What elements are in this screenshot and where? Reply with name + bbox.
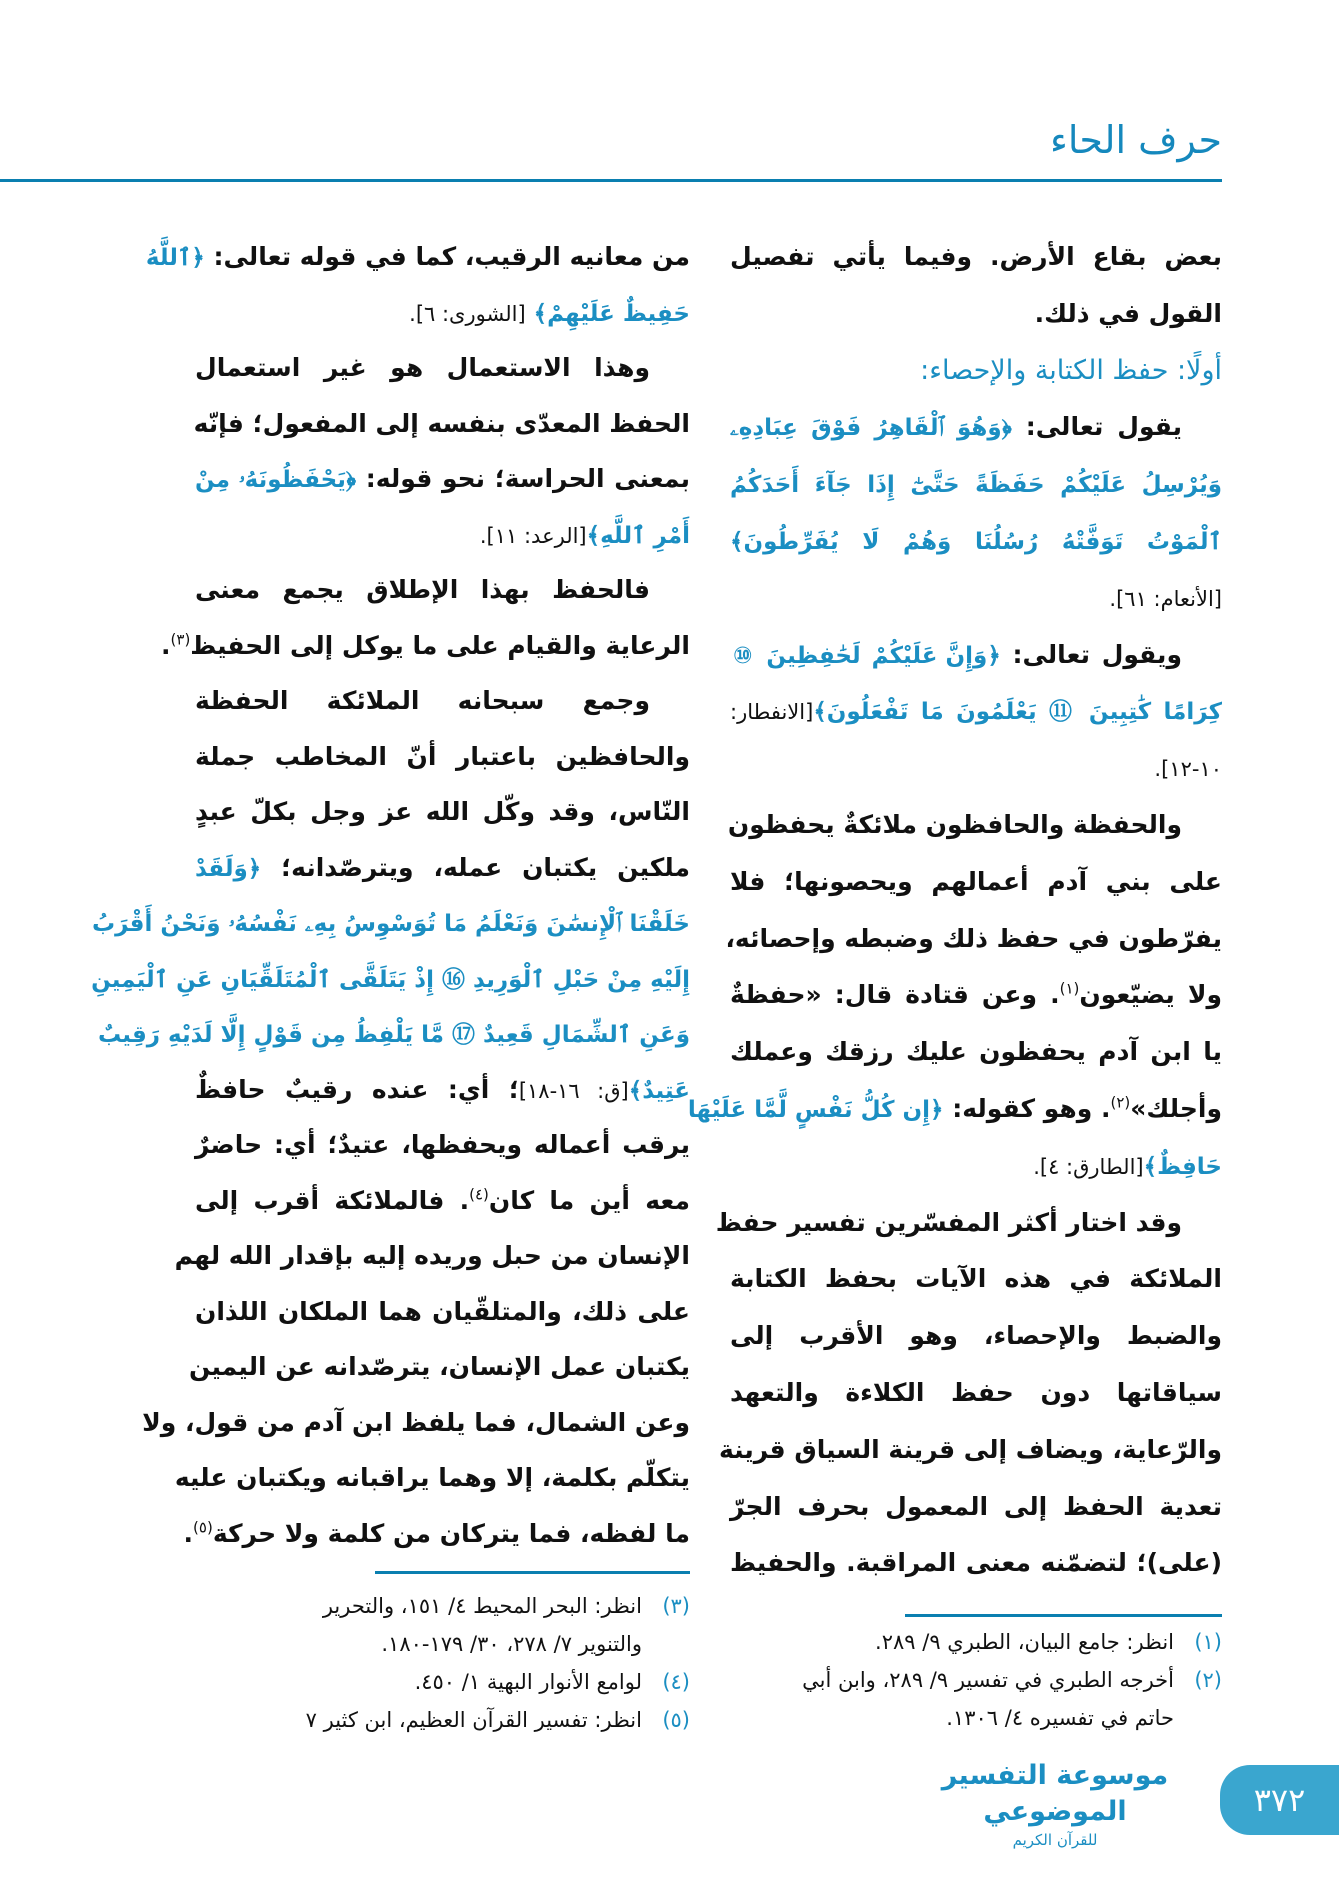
text-line xyxy=(730,740,1222,797)
body-text: والضبط والإحصاء، وهو الأقرب إلى xyxy=(730,1321,1222,1351)
footnote-text: انظر: البحر المحيط ٤/ ١٥١، والتحرير xyxy=(322,1594,642,1618)
footnote xyxy=(195,1663,690,1701)
footnote-number: (٢) xyxy=(1194,1668,1222,1692)
footnote xyxy=(195,1625,690,1663)
body-text: يكتبان عمل الإنسان، يترصّدانه عن اليمين xyxy=(188,1352,690,1381)
body-text: . فالملائكة أقرب إلى xyxy=(195,1185,470,1215)
text-line xyxy=(730,1251,1222,1308)
body-text: والحافظين باعتبار أنّ المخاطب جملة xyxy=(195,741,690,771)
text-line xyxy=(188,1339,690,1395)
quran-verse: وَعَنِ ٱلشِّمَالِ قَعِيدٌ ⑰ مَّا يَلْفِظُ مِن قَوْلٍ إِلَّا لَدَيْهِ رَقِيبٌ xyxy=(97,1022,690,1048)
body-text: . xyxy=(183,1518,194,1548)
text-line xyxy=(718,1422,1222,1479)
text-line xyxy=(730,1365,1222,1422)
text-line xyxy=(730,854,1222,911)
text-line xyxy=(97,1006,690,1062)
logo-title: موسوعة التفسير الموضوعي xyxy=(941,1760,1169,1827)
verse-reference: [الأنعام: ٦١]. xyxy=(1109,586,1222,611)
text-line xyxy=(195,729,690,785)
text-line xyxy=(730,967,1222,1024)
logo-subtitle: للقرآن الكريم xyxy=(1012,1831,1098,1849)
body-text: على ذلك، والمتلقّيان هما الملكان اللذان xyxy=(195,1296,690,1326)
text-line xyxy=(161,618,690,674)
text-line xyxy=(174,1228,690,1284)
body-text: . xyxy=(161,630,171,660)
text-line xyxy=(145,229,690,285)
text-line xyxy=(730,286,1222,343)
body-text: والرّعاية، ويضاف إلى قرينة السياق قرينة xyxy=(718,1434,1222,1464)
quran-verse: إِلَيْهِ مِنْ حَبْلِ ٱلْوَرِيدِ ⑯ إِذْ يَتَلَقَّى ٱلْمُتَلَقِّيَانِ عَنِ ٱلْيَمِينِ xyxy=(91,966,690,993)
footnote-marker[interactable]: (٢) xyxy=(1110,1093,1131,1112)
chapter-title: حرف الحاء xyxy=(1049,118,1222,162)
text-line xyxy=(195,507,690,563)
body-text: يا ابن آدم يحفظون عليك رزقك وعملك xyxy=(730,1037,1222,1067)
text-line xyxy=(730,229,1222,286)
verse-reference: [الرعد: ١١]. xyxy=(479,523,587,548)
body-text: (على)؛ لتضمّنه معنى المراقبة. والحفيظ xyxy=(730,1548,1222,1578)
text-line xyxy=(727,797,1222,854)
footnote xyxy=(730,1661,1222,1699)
quran-verse: أَمْرِ ٱللَّهِ﴾ xyxy=(586,522,690,549)
footnote-marker[interactable]: (١) xyxy=(1059,980,1080,999)
text-line xyxy=(195,396,690,452)
text-line xyxy=(730,513,1222,570)
body-text: سياقاتها دون حفظ الكلاءة والتعهد xyxy=(730,1377,1222,1407)
text-line xyxy=(195,1117,690,1173)
left-column xyxy=(91,229,691,1561)
text-line xyxy=(730,456,1222,513)
body-text: الرعاية والقيام على ما يوكل إلى الحفيظ xyxy=(190,630,690,660)
encyclopedia-logo xyxy=(930,1758,1180,1850)
quran-verse: ﴿ٱللَّهُ xyxy=(145,245,205,271)
text-line xyxy=(730,570,1222,627)
footnote-number: (٣) xyxy=(662,1594,690,1618)
text-line xyxy=(730,1138,1222,1195)
verse-reference: [الشورى: ٦]. xyxy=(409,301,526,326)
body-text: يرقب أعماله ويحفظها، عتيدٌ؛ أي: حاضرٌ xyxy=(195,1130,690,1159)
footnote-number: (١) xyxy=(1194,1630,1222,1654)
text-line xyxy=(687,1081,1222,1138)
body-text: والحفظة والحافظون ملائكةٌ يحفظون xyxy=(727,809,1182,839)
footnote xyxy=(730,1623,1222,1661)
text-line xyxy=(715,1195,1222,1252)
text-line xyxy=(142,1395,690,1451)
body-text: ؛ أي: عنده رقيبٌ حافظٌ xyxy=(195,1074,519,1104)
text-line xyxy=(730,1308,1222,1365)
body-text: . وهو كقوله: xyxy=(943,1093,1111,1123)
footnote-text: لوامع الأنوار البهية ١/ ٤٥٠. xyxy=(414,1670,642,1694)
verse-reference: [ق: ١٦-١٨] xyxy=(518,1078,629,1103)
body-text: وأجلك» xyxy=(1130,1093,1222,1123)
text-line xyxy=(195,784,690,840)
body-text: الملائكة في هذه الآيات بحفظ الكتابة xyxy=(730,1264,1222,1294)
body-text: فالحفظ بهذا الإطلاق يجمع معنى xyxy=(195,575,650,604)
text-line xyxy=(730,1479,1222,1536)
footnote-text: حاتم في تفسيره ٤/ ١٣٠٦. xyxy=(946,1706,1174,1730)
quran-verse: وَيُرْسِلُ عَلَيْكُمْ حَفَظَةً حَتَّىٰٓ إِذَا جَآءَ أَحَدَكُمُ xyxy=(730,472,1222,499)
quran-verse: خَلَقْنَا ٱلْإِنسَٰنَ وَنَعْلَمُ مَا تُوَسْوِسُ بِهِۦ نَفْسُهُۥ وَنَحْنُ أَقْرَبُ xyxy=(92,911,690,937)
footnote-text: انظر: جامع البيان، الطبري ٩/ ٢٨٩. xyxy=(875,1630,1174,1654)
text-line xyxy=(725,911,1222,968)
verse-reference: [الطارق: ٤]. xyxy=(1033,1154,1144,1179)
section-heading: أولًا: حفظ الكتابة والإحصاء: xyxy=(920,354,1222,386)
body-text: على بني آدم أعمالهم ويحصونها؛ فلا xyxy=(730,866,1222,896)
footnote-divider-left xyxy=(375,1571,690,1574)
quran-verse: ﴿وَهُوَ ٱلْقَاهِرُ فَوْقَ عِبَادِهِۦ xyxy=(730,415,1012,442)
text-line xyxy=(195,562,690,618)
page-number: ٣٧٢ xyxy=(1220,1765,1339,1835)
footnote-text: انظر: تفسير القرآن العظيم، ابن كثير ٧ xyxy=(305,1708,642,1732)
quran-verse: ﴿يَحْفَظُونَهُۥ مِنْ xyxy=(195,467,357,493)
body-text: يفرّطون في حفظ ذلك وضبطه وإحصائه، xyxy=(725,923,1222,953)
text-line xyxy=(195,1173,690,1229)
quran-verse: ﴿وَإِنَّ عَلَيْكُمْ لَحَٰفِظِينَ ⑩ xyxy=(730,642,1001,669)
quran-verse: ﴿إِن كُلُّ نَفْسٍ لَّمَّا عَلَيْهَا xyxy=(687,1096,944,1123)
body-text: معه أين ما كان xyxy=(488,1185,690,1215)
text-line xyxy=(195,451,690,507)
body-text: بمعنى الحراسة؛ نحو قوله: xyxy=(356,464,691,493)
text-line xyxy=(730,1024,1222,1081)
body-text: . وعن قتادة قال: «حفظةٌ xyxy=(730,980,1060,1010)
footnote xyxy=(195,1701,690,1739)
text-line xyxy=(195,840,690,896)
verse-reference: [الانفطار: xyxy=(730,700,814,725)
footnote-text: أخرجه الطبري في تفسير ٩/ ٢٨٩، وابن أبي xyxy=(802,1668,1174,1692)
body-text: ويقول تعالى: xyxy=(1000,639,1182,669)
quran-verse: ٱلْمَوْتُ تَوَفَّتْهُ رُسُلُنَا وَهُمْ لَا يُفَرِّطُونَ﴾ xyxy=(730,528,1222,555)
footnote-divider-right xyxy=(905,1614,1222,1617)
header-divider xyxy=(0,179,1222,182)
body-text: تعدية الحفظ إلى المعمول بحرف الجرّ xyxy=(730,1491,1222,1521)
text-line xyxy=(183,1506,690,1562)
right-column xyxy=(687,229,1222,1592)
body-text: الحفظ المعدّى بنفسه إلى المفعول؛ فإنّه xyxy=(193,408,690,438)
text-line xyxy=(730,343,1222,400)
text-line xyxy=(730,1535,1222,1592)
body-text: النّاس، وقد وكّل الله عز وجل بكلّ عبدٍ xyxy=(195,797,690,826)
body-text: الإنسان من حبل وريده إليه بإقدار الله لهم xyxy=(174,1241,690,1270)
footnote-number: (٤) xyxy=(662,1670,690,1694)
footnotes-right xyxy=(730,1623,1222,1737)
quran-verse: ﴿وَلَقَدْ xyxy=(195,855,262,882)
verse-reference: ١٠-١٢]. xyxy=(1154,757,1222,782)
text-line xyxy=(195,285,690,341)
body-text: وهذا الاستعمال هو غير استعمال xyxy=(195,353,650,382)
footnote-marker[interactable]: (٣) xyxy=(170,630,191,649)
body-text: يقول تعالى: xyxy=(1011,412,1183,442)
footnote xyxy=(195,1587,690,1625)
body-text: وجمع سبحانه الملائكة الحفظة xyxy=(195,686,650,715)
body-text: بعض بقاع الأرض. وفيما يأتي تفصيل xyxy=(730,242,1222,271)
quran-verse: كِرَامًا كَٰتِبِينَ ⑪ يَعْلَمُونَ مَا تَفْعَلُونَ﴾ xyxy=(813,699,1222,726)
text-line xyxy=(730,683,1222,740)
body-text: وقد اختار أكثر المفسّرين تفسير حفظ xyxy=(715,1207,1182,1237)
quran-verse: حَافِظٌ﴾ xyxy=(1143,1153,1222,1180)
text-line xyxy=(730,627,1222,684)
body-text: ما لفظه، فما يتركان من كلمة ولا حركة xyxy=(212,1518,690,1548)
body-text: ولا يضيّعون xyxy=(1079,980,1222,1010)
footnotes-left xyxy=(195,1587,690,1739)
body-text: ملكين يكتبان عمله، ويترصّدانه؛ xyxy=(261,852,690,882)
text-line xyxy=(91,951,690,1007)
footnote-text: والتنوير ٧/ ٢٧٨، ٣٠/ ١٧٩-١٨٠. xyxy=(381,1632,642,1656)
text-line xyxy=(174,1450,690,1506)
footnote-marker[interactable]: (٥) xyxy=(193,1518,213,1537)
footnote-number: (٥) xyxy=(662,1708,690,1732)
body-text: من معانيه الرقيب، كما في قوله تعالى: xyxy=(204,242,690,271)
footnote-marker[interactable]: (٤) xyxy=(469,1185,489,1204)
text-line xyxy=(730,399,1222,456)
body-text: القول في ذلك. xyxy=(1034,298,1222,328)
text-line xyxy=(195,1284,690,1340)
text-line xyxy=(195,340,690,396)
text-line xyxy=(195,1062,690,1118)
body-text: يتكلّم بكلمة، إلا وهما يراقبانه ويكتبان عليه xyxy=(174,1463,690,1492)
text-line xyxy=(92,895,690,951)
footnote xyxy=(730,1699,1222,1737)
text-line xyxy=(195,673,690,729)
body-text: وعن الشمال، فما يلفظ ابن آدم من قول، ولا xyxy=(142,1407,690,1437)
quran-verse: عَتِيدٌ﴾ xyxy=(628,1077,690,1104)
quran-verse: حَفِيظٌ عَلَيْهِمْ﴾ xyxy=(525,300,690,327)
